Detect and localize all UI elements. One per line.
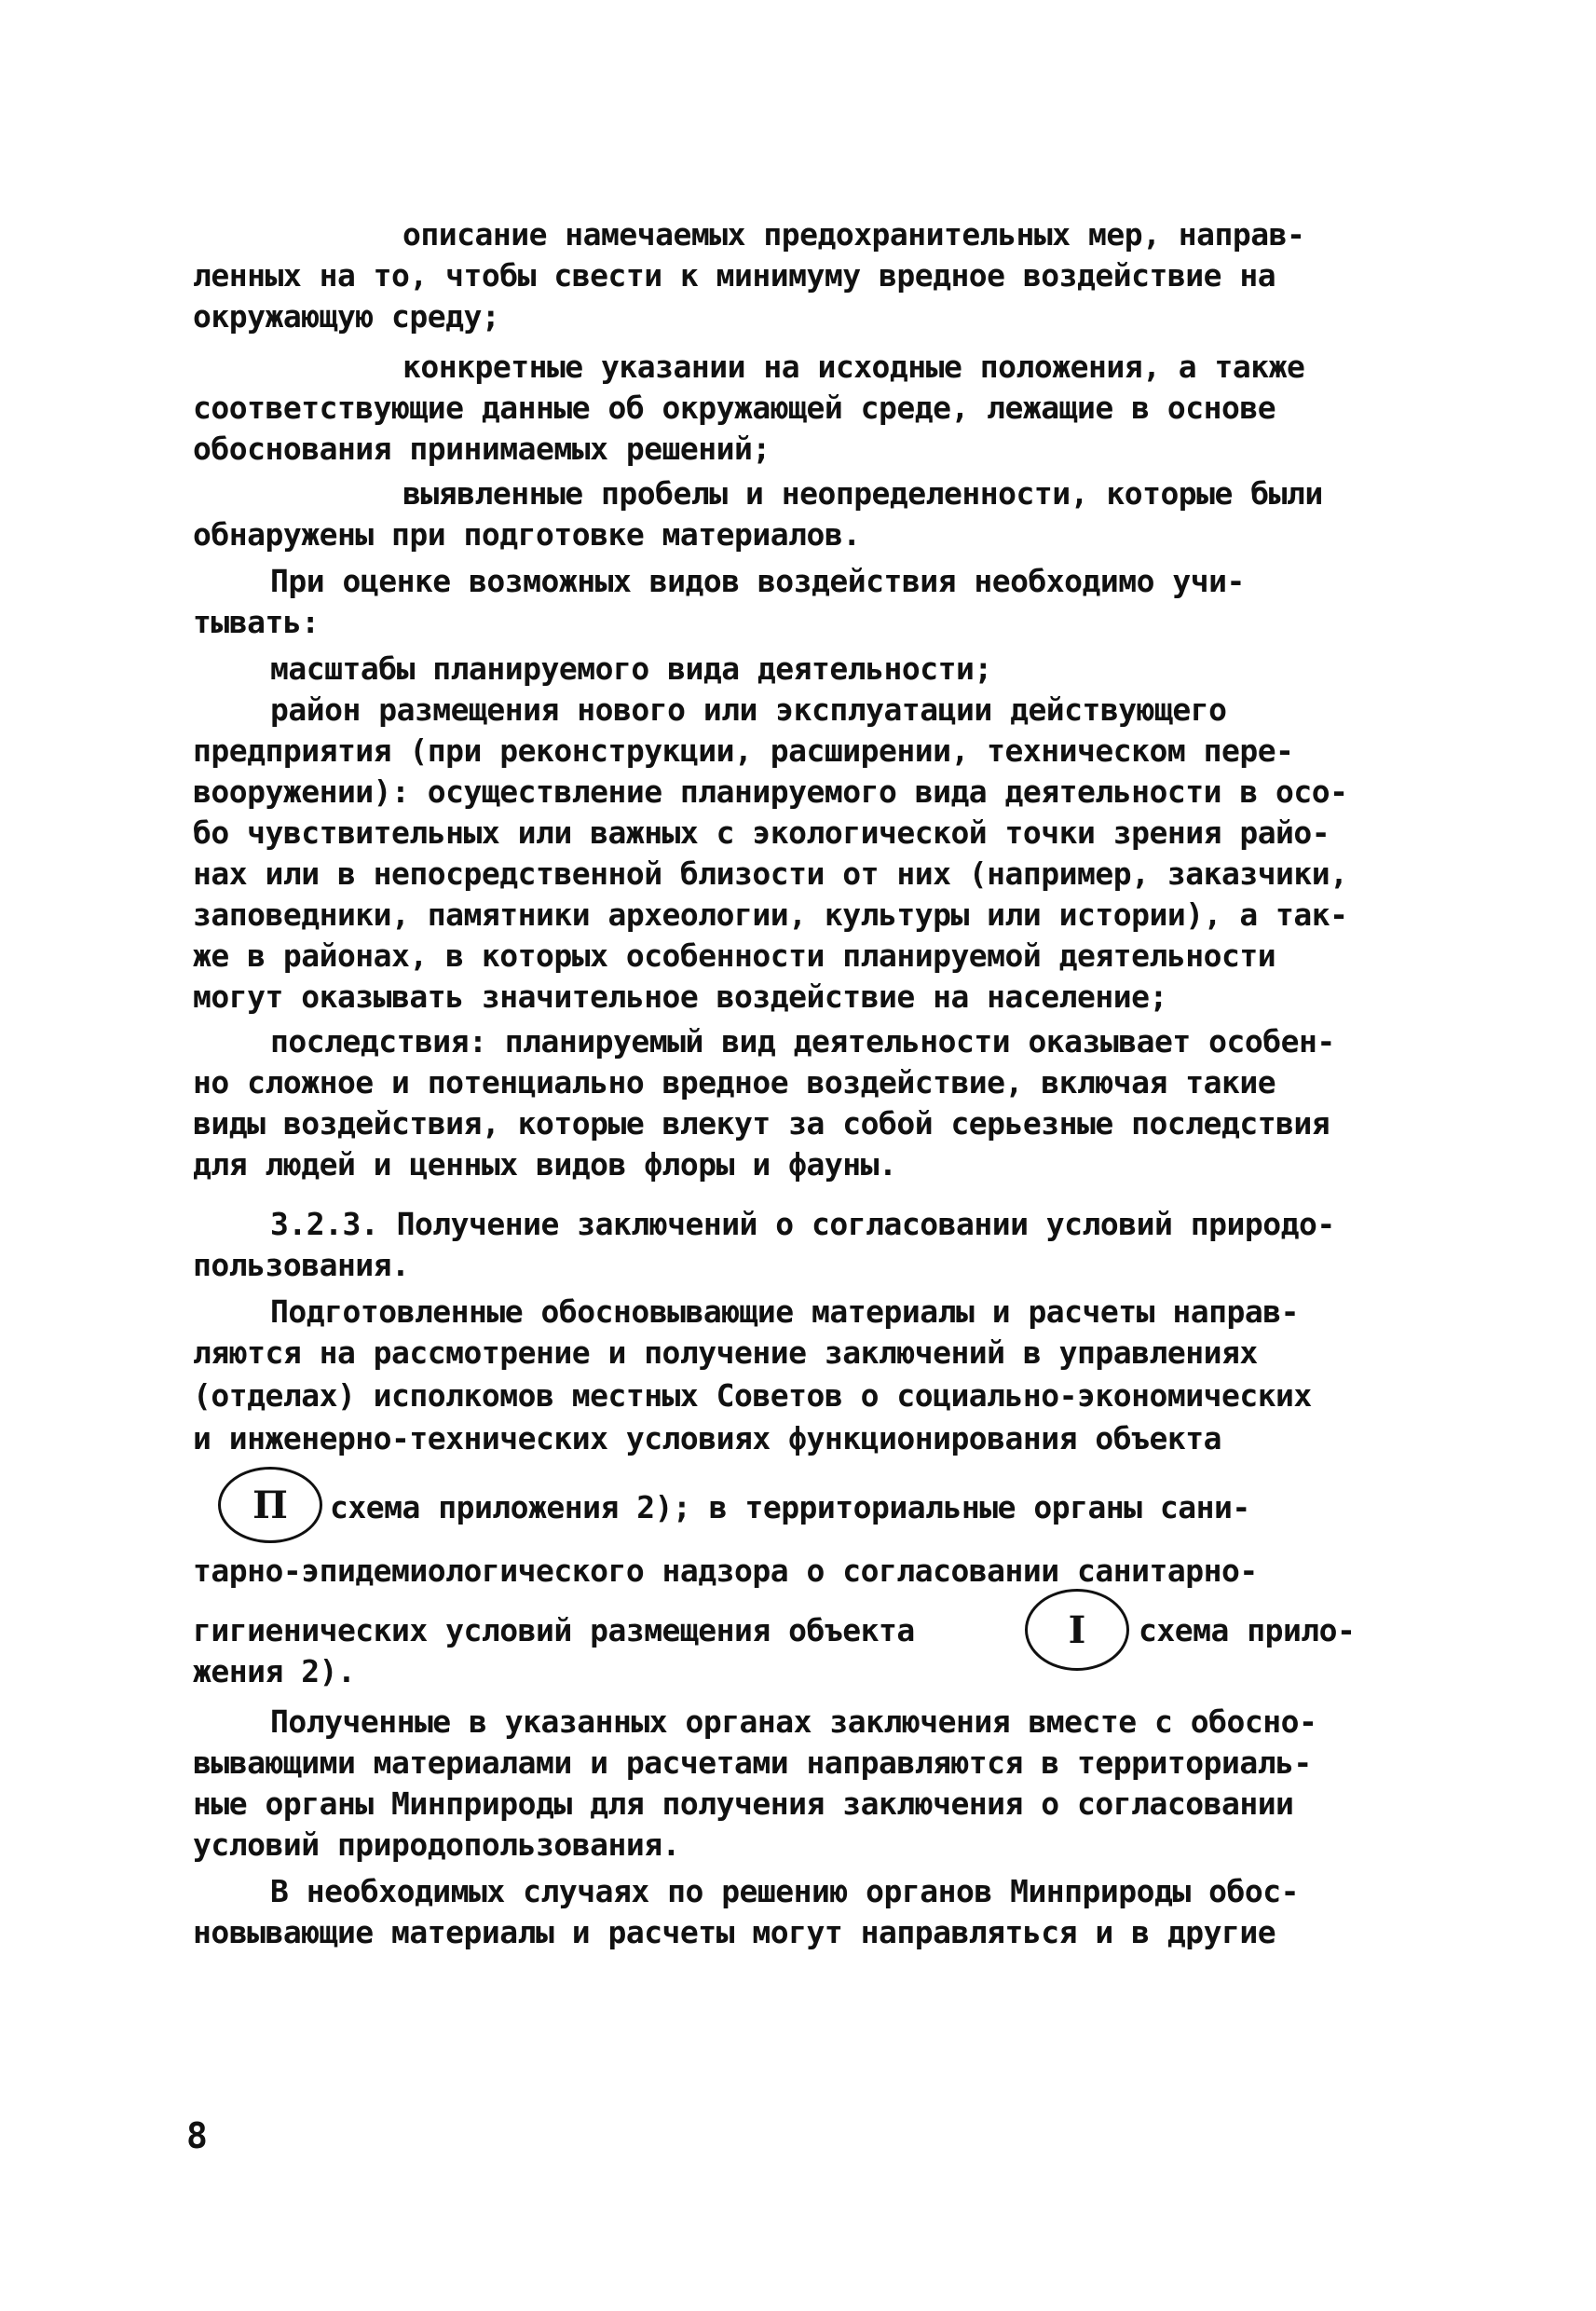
text-line: вывающими материалами и расчетами направляются в территориаль- [193, 1744, 1312, 1781]
text-line: виды воздействия, которые влекут за собой серьезные последствия [193, 1105, 1330, 1142]
text-line: масштабы планируемого вида деятельности; [270, 650, 992, 687]
text-line: же в районах, в которых особенности планируемой деятельности [193, 937, 1276, 974]
text-line: но сложное и потенциально вредное воздействие, включая такие [193, 1064, 1276, 1101]
text-line: (отделах) исполкомов местных Советов о социально-экономических [193, 1377, 1312, 1414]
text-line: могут оказывать значительное воздействие на население; [193, 978, 1167, 1015]
text-line: новывающие материалы и расчеты могут направляться и в другие [193, 1914, 1276, 1950]
text-line: тывать: [193, 604, 320, 640]
text-line: соответствующие данные об окружающей среде, лежащие в основе [193, 390, 1276, 426]
text-line: жения 2). [193, 1653, 356, 1689]
text-line: схема прило- [1139, 1612, 1356, 1648]
text-line: ленных на то, чтобы свести к минимуму вредное воздействие на [193, 257, 1276, 294]
page-number: 8 [186, 2115, 208, 2156]
text-line: заповедники, памятники археологии, культуры или истории), а так- [193, 896, 1348, 933]
text-line: гигиенических условий размещения объекта [193, 1612, 915, 1648]
scheme-marker-II: П [218, 1467, 322, 1543]
text-line: район размещения нового или эксплуатации действующего [270, 691, 1227, 728]
text-line: конкретные указании на исходные положения, а также [402, 349, 1305, 385]
text-line: предприятия (при реконструкции, расширении, техническом пере- [193, 732, 1294, 769]
text-line: нах или в непосредственной близости от них (например, заказчики, [193, 855, 1348, 892]
text-line: Подготовленные обосновывающие материалы и расчеты направ- [270, 1293, 1299, 1330]
section-heading: 3.2.3. Получение заключений о согласовании условий природо- [270, 1206, 1335, 1242]
text-line: окружающую среду; [193, 298, 500, 335]
text-line: Полученные в указанных органах заключения вместе с обосно- [270, 1703, 1317, 1740]
text-line: обнаружены при подготовке материалов. [193, 516, 861, 553]
section-heading-cont: пользования. [193, 1247, 410, 1283]
text-line: и инженерно-технических условиях функционирования объекта [193, 1420, 1221, 1456]
text-line: выявленные пробелы и неопределенности, которые были [402, 475, 1323, 512]
text-line: ные органы Минприроды для получения заключения о согласовании [193, 1785, 1294, 1822]
text-line: условий природопользования. [193, 1826, 680, 1863]
text-line: схема приложения 2); в территориальные органы сани- [330, 1489, 1250, 1525]
text-line: ляются на рассмотрение и получение заключений в управлениях [193, 1334, 1258, 1371]
text-line: В необходимых случаях по решению органов Минприроды обос- [270, 1873, 1299, 1909]
text-line: обоснования принимаемых решений; [193, 431, 771, 467]
text-line: для людей и ценных видов флоры и фауны. [193, 1146, 897, 1183]
text-line: последствия: планируемый вид деятельности оказывает особен- [270, 1023, 1335, 1060]
text-line: бо чувствительных или важных с экологической точки зрения райо- [193, 814, 1330, 851]
scheme-marker-I: I [1025, 1589, 1129, 1671]
text-line: вооружении): осуществление планируемого вида деятельности в осо- [193, 773, 1348, 810]
text-line: При оценке возможных видов воздействия необходимо учи- [270, 563, 1245, 599]
text-line: описание намечаемых предохранительных мер, направ- [402, 216, 1305, 253]
text-line: тарно-эпидемиологического надзора о согласовании санитарно- [193, 1552, 1258, 1589]
